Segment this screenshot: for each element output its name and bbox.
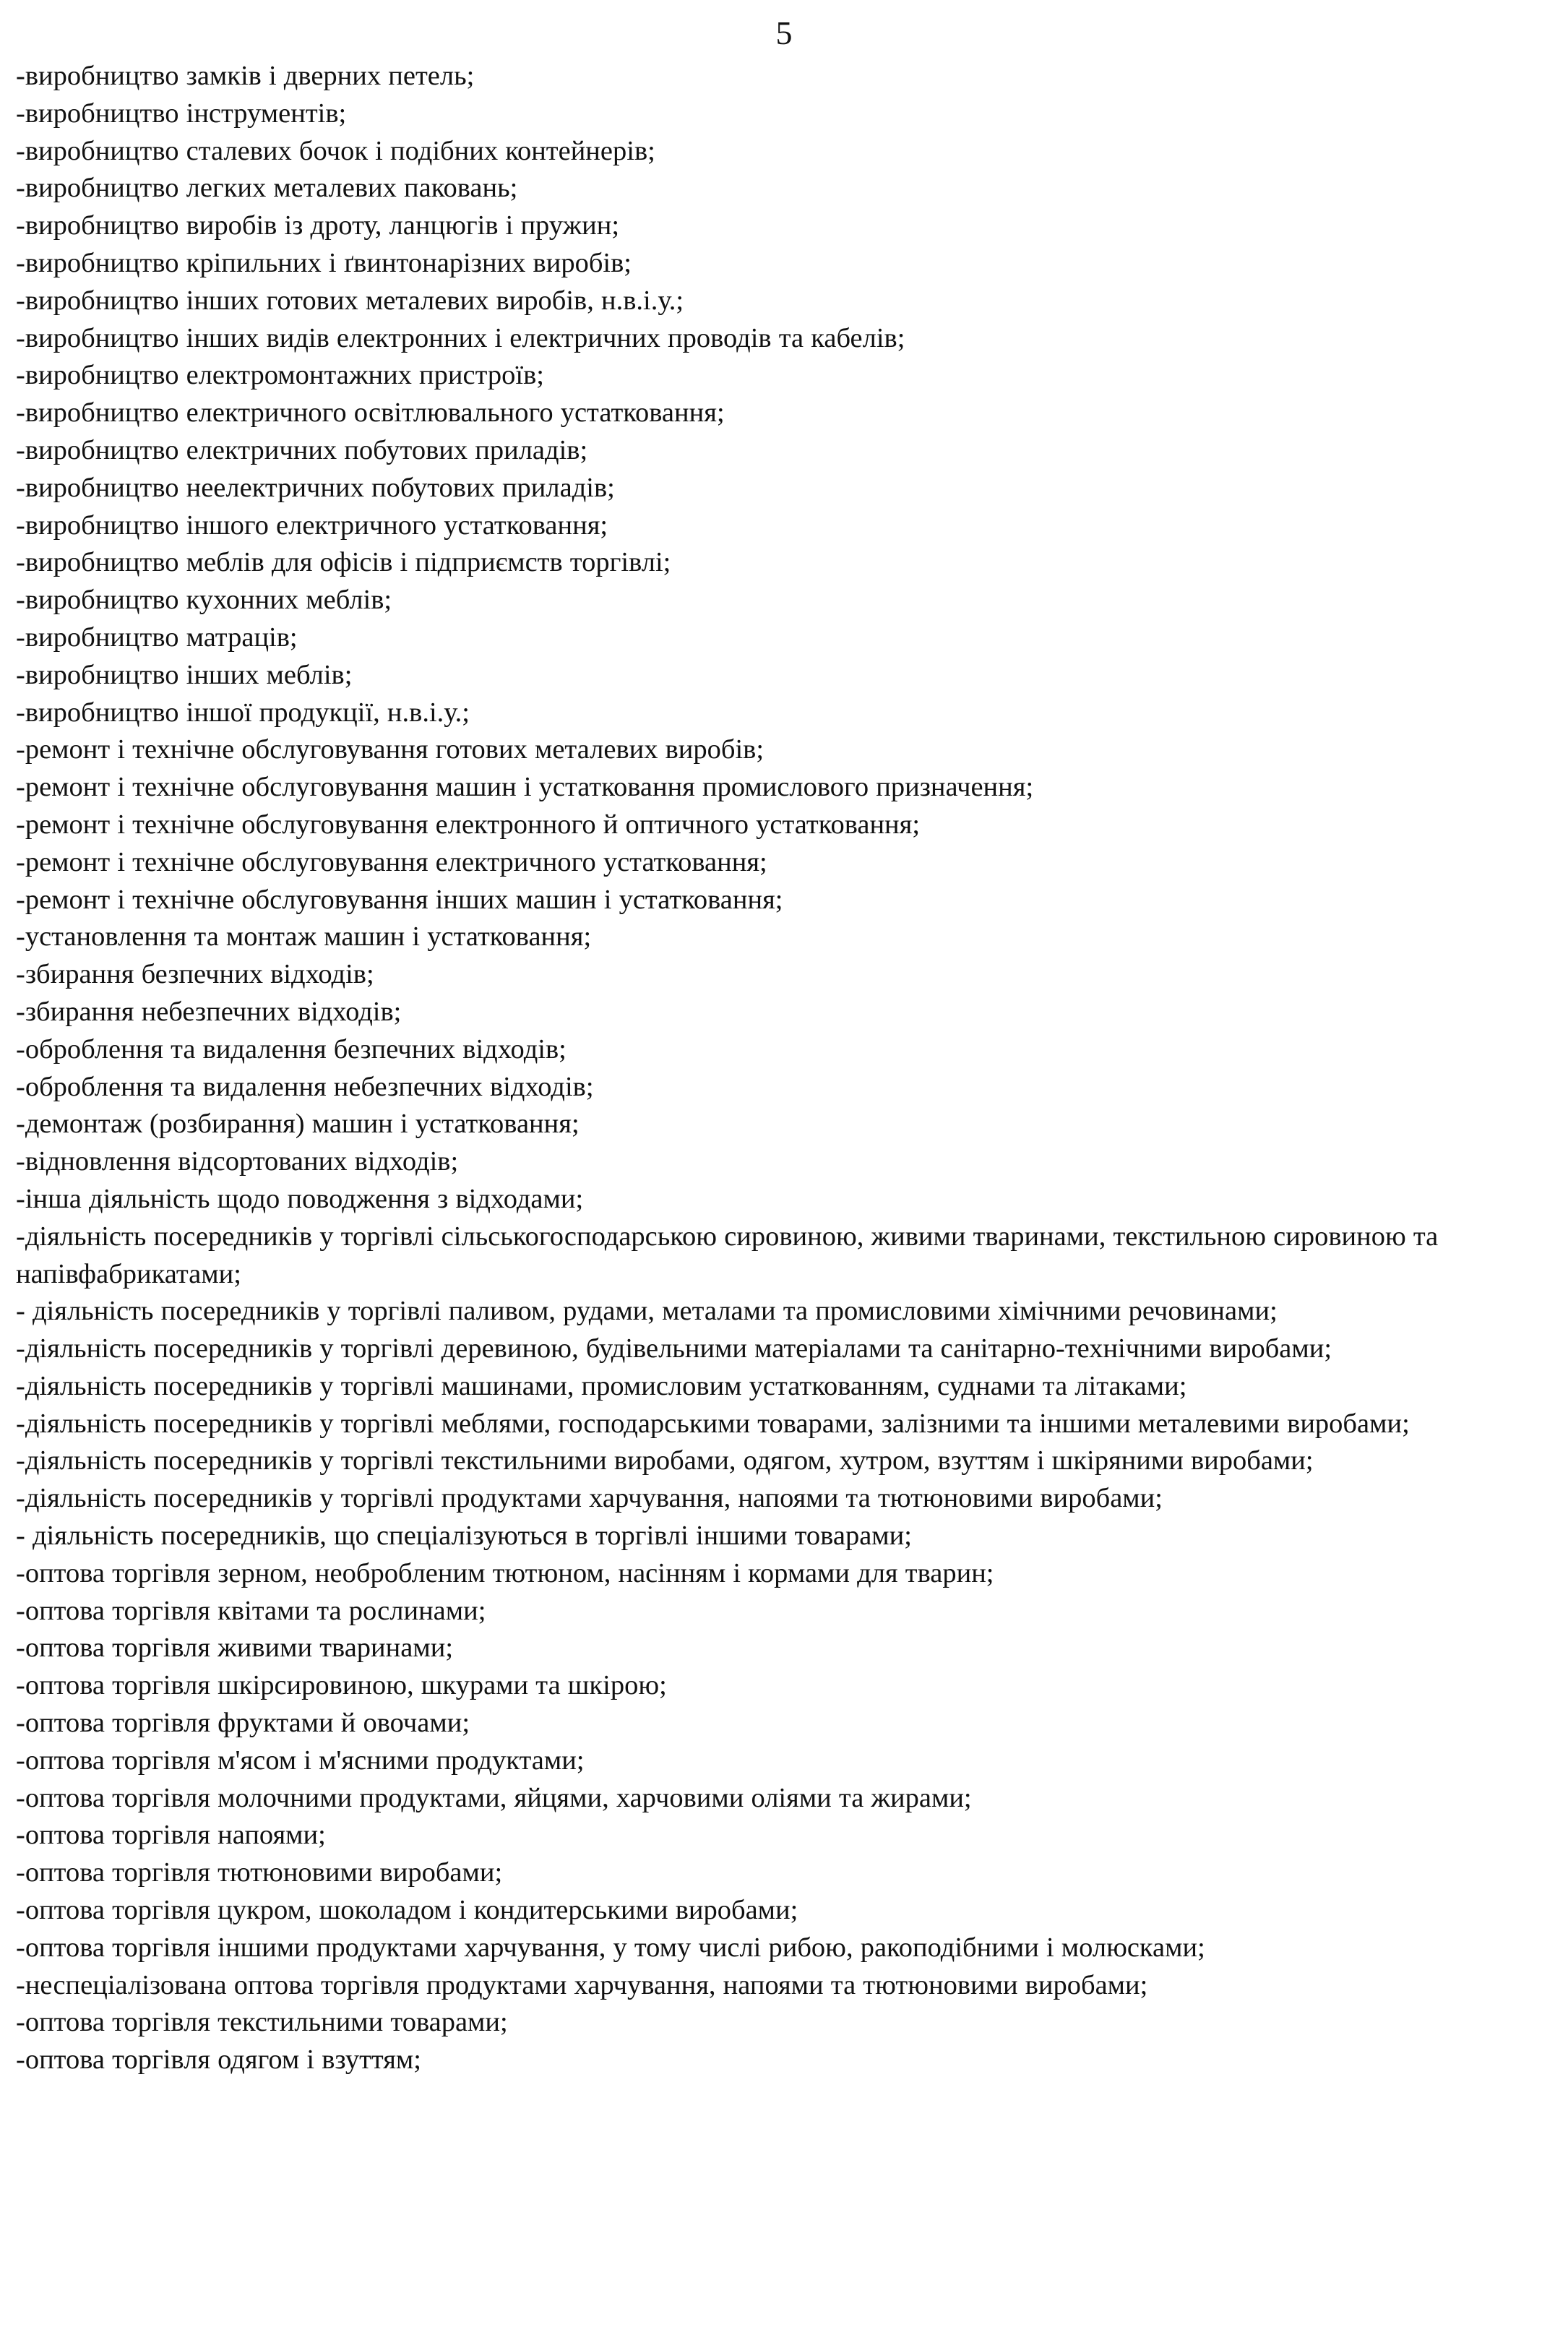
list-item: -оптова торгівля м'ясом і м'ясними продуктами; — [16, 1745, 585, 1776]
list-item: -виробництво інших готових металевих виробів, н.в.і.у.; — [16, 285, 684, 316]
list-item: -оптова торгівля текстильними товарами; — [16, 2007, 508, 2038]
list-item: -оброблення та видалення небезпечних відходів; — [16, 1071, 594, 1102]
list-item: -виробництво замків і дверних петель; — [16, 61, 475, 91]
list-item: -оптова торгівля тютюновими виробами; — [16, 1857, 503, 1888]
list-item: -оптова торгівля квітами та рослинами; — [16, 1595, 486, 1626]
list-item: - діяльність посередників у торгівлі паливом, рудами, металами та промисловими хімічними речовинами; — [16, 1296, 1278, 1327]
list-item: -виробництво кухонних меблів; — [16, 585, 392, 616]
list-item: -установлення та монтаж машин і устатковання; — [16, 921, 592, 952]
list-item: -виробництво легких металевих паковань; — [16, 173, 518, 204]
list-item: -виробництво електричного освітлювального устатковання; — [16, 397, 725, 429]
list-item: -діяльність посередників у торгівлі меблями, господарськими товарами, залізними та іншими металевими виробами; — [16, 1408, 1410, 1439]
list-item: -збирання безпечних відходів; — [16, 959, 374, 990]
list-item: -діяльність посередників у торгівлі текстильними виробами, одягом, хутром, взуттям і шкіряними виробами; — [16, 1445, 1314, 1476]
list-item: -діяльність посередників у торгівлі машинами, промисловим устаткованням, суднами та літаками; — [16, 1370, 1187, 1401]
list-item: -збирання небезпечних відходів; — [16, 996, 402, 1027]
list-item: -виробництво неелектричних побутових приладів; — [16, 472, 615, 503]
list-item: -ремонт і технічне обслуговування електронного й оптичного устатковання; — [16, 809, 921, 840]
list-item: -виробництво електричних побутових приладів; — [16, 434, 588, 465]
list-item: -виробництво матраців; — [16, 622, 298, 653]
list-item: -оптова торгівля одягом і взуттям; — [16, 2044, 421, 2076]
list-item: -оптова торгівля живими тваринами; — [16, 1633, 454, 1664]
list-item: -неспеціалізована оптова торгівля продуктами харчування, напоями та тютюновими виробами; — [16, 1969, 1148, 2000]
list-item: -виробництво кріпильних і ґвинтонарізних виробів; — [16, 247, 632, 278]
list-item: -виробництво меблів для офісів і підприємств торгівлі; — [16, 547, 671, 578]
list-item: -діяльність посередників у торгівлі продуктами харчування, напоями та тютюновими виробами; — [16, 1483, 1163, 1514]
activity-list — [16, 58, 1541, 2079]
list-item: -виробництво інструментів; — [16, 98, 347, 129]
list-item: -оброблення та видалення безпечних відходів; — [16, 1033, 567, 1065]
list-item: -демонтаж (розбирання) машин і устатковання; — [16, 1109, 580, 1140]
list-item: -виробництво іншої продукції, н.в.і.у.; — [16, 697, 470, 728]
list-item: -виробництво електромонтажних пристроїв; — [16, 360, 544, 391]
list-item: -оптова торгівля шкірсировиною, шкурами та шкірою; — [16, 1670, 667, 1701]
list-item: -оптова торгівля фруктами й овочами; — [16, 1708, 470, 1739]
list-item: -виробництво сталевих бочок і подібних контейнерів; — [16, 135, 655, 166]
list-item: -інша діяльність щодо поводження з відходами; — [16, 1183, 584, 1214]
list-item: -діяльність посередників у торгівлі деревиною, будівельними матеріалами та санітарно-технічними виробами; — [16, 1333, 1332, 1364]
list-item: -виробництво інших видів електронних і електричних проводів та кабелів; — [16, 322, 905, 353]
list-item: - діяльність посередників, що спеціалізуються в торгівлі іншими товарами; — [16, 1521, 912, 1552]
list-item: -оптова торгівля іншими продуктами харчування, у тому числі рибою, ракоподібними і молюсками; — [16, 1932, 1205, 1963]
list-item: -виробництво виробів із дроту, ланцюгів і пружин; — [16, 210, 620, 241]
list-item: -оптова торгівля цукром, шоколадом і кондитерськими виробами; — [16, 1895, 798, 1926]
list-item: -ремонт і технічне обслуговування інших машин і устатковання; — [16, 884, 783, 915]
list-item: -виробництво іншого електричного устатковання; — [16, 509, 608, 541]
list-item: -оптова торгівля молочними продуктами, яйцями, харчовими оліями та жирами; — [16, 1782, 972, 1813]
page-number: 5 — [775, 14, 793, 51]
list-item: -ремонт і технічне обслуговування готових металевих виробів; — [16, 734, 764, 765]
list-item: -виробництво інших меблів; — [16, 659, 353, 690]
list-item: -оптова торгівля напоями; — [16, 1820, 326, 1851]
list-item: -відновлення відсортованих відходів; — [16, 1146, 459, 1177]
list-item: -ремонт і технічне обслуговування машин і устатковання промислового призначення; — [16, 772, 1034, 803]
list-item: -діяльність посередників у торгівлі сільськогосподарською сировиною, живими тваринами, текстильною сировиною та напівфабрикатами; — [16, 1221, 1439, 1289]
list-item: -оптова торгівля зерном, необробленим тютюном, насінням і кормами для тварин; — [16, 1557, 994, 1588]
list-item: -ремонт і технічне обслуговування електричного устатковання; — [16, 846, 767, 877]
